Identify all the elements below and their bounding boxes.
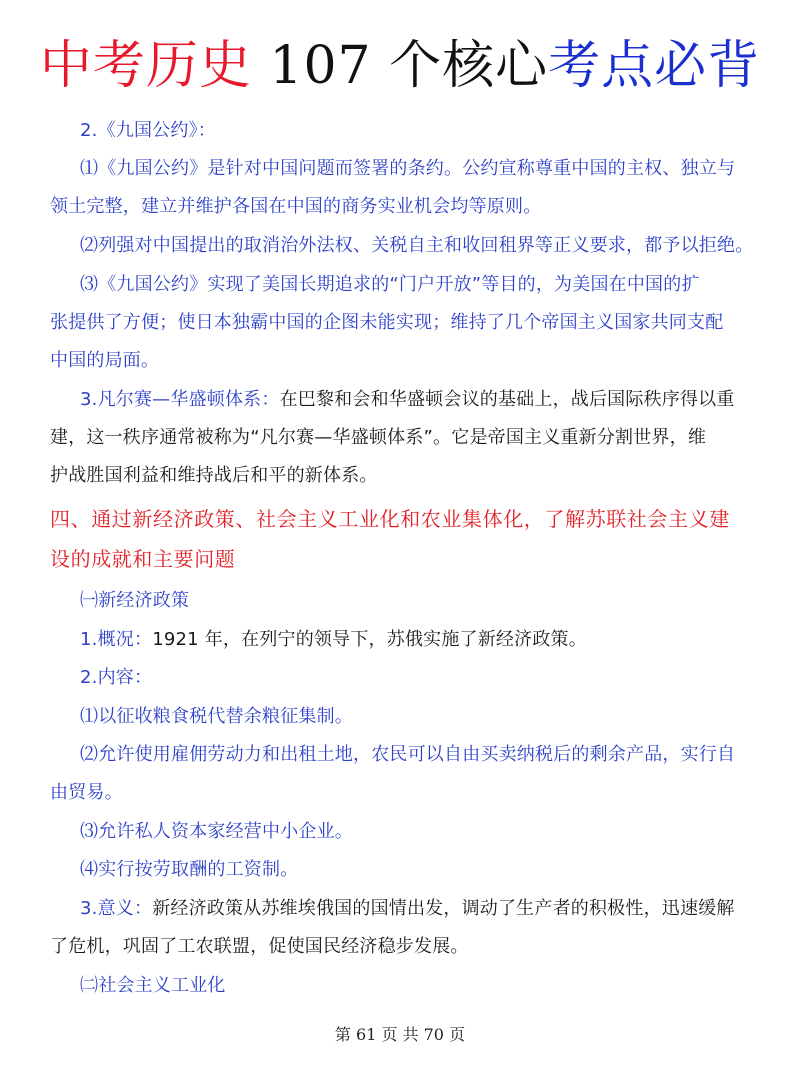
treaty-point-3-line-1: ⑶《九国公约》实现了美国长期追求的“门户开放”等目的，为美国在中国的扩 — [80, 274, 700, 295]
page-title — [0, 34, 800, 98]
nep-significance-label: 3.意义： — [80, 898, 153, 919]
versailles-system-line-3: 护战胜国利益和维持战后和平的新体系。 — [50, 465, 378, 486]
title-part-red: 中考历史 — [39, 36, 252, 96]
industrialization-subheading: ㈡社会主义工业化 — [80, 975, 226, 996]
versailles-system-line-1 — [80, 387, 760, 413]
title-part-black: 107 个核心 — [251, 36, 549, 96]
versailles-system-text: 在巴黎和会和华盛顿会议的基础上，战后国际秩序得以重 — [279, 389, 735, 410]
nep-significance-text: 新经济政策从苏维埃俄国的国情出发，调动了生产者的积极性，迅速缓解 — [152, 898, 735, 919]
versailles-system-label: 3.凡尔赛—华盛顿体系： — [80, 389, 280, 410]
nep-significance-line-2: 了危机，巩固了工农联盟，促使国民经济稳步发展。 — [50, 936, 469, 957]
treaty-point-1-line-2: 领土完整，建立并维护各国在中国的商务实业机会均等原则。 — [50, 196, 542, 217]
nep-subheading: ㈠新经济政策 — [80, 590, 190, 611]
section-four-heading-line-1: 四、通过新经济政策、社会主义工业化和农业集体化，了解苏联社会主义建 — [50, 507, 730, 531]
treaty-point-2: ⑵列强对中国提出的取消治外法权、关税自主和收回租界等正义要求，都予以拒绝。 — [80, 235, 754, 256]
item-nine-power-treaty-heading: 2.《九国公约》： — [80, 120, 216, 141]
nep-overview — [80, 627, 760, 653]
nep-content-heading: 2.内容： — [80, 667, 153, 688]
nep-content-2-line-2: 由贸易。 — [50, 782, 123, 803]
section-four-heading-line-2: 设的成就和主要问题 — [50, 547, 236, 571]
nep-content-1: ⑴以征收粮食税代替余粮征集制。 — [80, 706, 353, 727]
nep-overview-text: 1921 年，在列宁的领导下，苏俄实施了新经济政策。 — [152, 629, 587, 650]
page-number: 第 61 页 共 70 页 — [334, 1025, 466, 1044]
nep-content-2-line-1: ⑵允许使用雇佣劳动力和出租土地，农民可以自由买卖纳税后的剩余产品，实行自 — [80, 744, 736, 765]
treaty-point-3-line-3: 中国的局面。 — [50, 350, 160, 371]
nep-content-3: ⑶允许私人资本家经营中小企业。 — [80, 821, 353, 842]
treaty-point-3-line-2: 张提供了方便；使日本独霸中国的企图未能实现；维持了几个帝国主义国家共同支配 — [50, 312, 724, 333]
versailles-system-line-2: 建，这一秩序通常被称为“凡尔赛—华盛顿体系”。它是帝国主义重新分割世界，维 — [50, 427, 707, 448]
nep-overview-label: 1.概况： — [80, 629, 153, 650]
treaty-point-1-line-1: ⑴《九国公约》是针对中国问题而签署的条约。公约宣称尊重中国的主权、独立与 — [80, 158, 736, 179]
nep-significance-line-1 — [80, 896, 760, 922]
title-part-blue: 考点必背 — [548, 36, 761, 96]
nep-content-4: ⑷实行按劳取酬的工资制。 — [80, 859, 299, 880]
